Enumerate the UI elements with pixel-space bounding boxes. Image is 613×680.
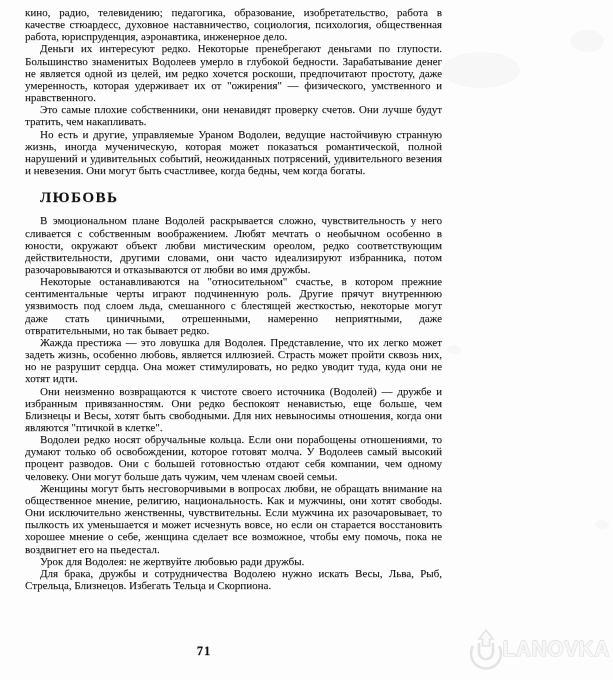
paragraph-uranus: Но есть и другие, управляемые Ураном Водолеи, ведущие настойчивую странную жизнь, иногда мученическую, которая может показаться романтической, полной нарушений и удивительных событий, неожиданных потрясений, удивительного везения и невезения. Они могут быть счастливее, когда бедны, чем когда богаты. [25, 128, 442, 178]
paragraph-women: Женщины могут быть несговорчивыми в вопросах любви, не обращать внимание на общественное мнение, религию, национальность. Как и мужчины, они хотят свободы. Они исключительно женственны, чувствительны. Если мужчина их разочаровывает, то пылкость их уменьшается и может исчезнуть вовсе, но если он старается восстановить хорошее мнение о себе, женщина сделает все возможное, чтобы ему помочь, пока не воздвигнет его на пьедестал. [25, 482, 442, 556]
watermark-ulanovka [463, 626, 610, 674]
paragraph-relative-happiness: Некоторые останавливаются на "относительном" счастье, в котором прежние сентиментальные черты играют подчиненную роль. Другие прячут внутреннюю уязвимость под слоем льда, смешанного с блестящей жесткостью, некоторые могут даже стать циничными, отрешенными, намеренно неприятными, даже отвратительными, но так бывает редко. [25, 276, 442, 337]
scan-smudge [595, 520, 609, 529]
paragraph-owners: Это самые плохие собственники, они ненавидят проверку счетов. Они лучше будут тратить, чем накапливать. [25, 104, 442, 129]
paragraph-prestige: Жажда престижа — это ловушка для Водолея. Представление, что их легко может задеть жизнь, особенно любовь, является иллюзией. Страсть может пройти сквозь них, но не разрушит сердца. Она может стимулировать, но редко уводит туда, куда они не хотят идти. [25, 336, 442, 386]
watermark-brand-text: LANOVKA [502, 637, 610, 662]
scan-smudge [570, 30, 604, 52]
paragraph-careers-continuation: кино, радио, телевидению; педагогика, образование, изобретательство, работа в качестве стюардесс, духовное наставничество, социология, психология, общественная работа, юриспруденция, аэронавтика, инженерное дело. [25, 7, 442, 44]
page-text-column [25, 7, 442, 592]
paragraph-lesson: Урок для Водолея: не жертвуйте любовью ради дружбы. [40, 555, 305, 568]
paragraph-rings: Водолеи редко носят обручальные кольца. Если они порабощены отношениями, то думают только об освобождении, которое готовят молча. У Водолеев самый высокий процент разводов. Они с большей готовностью отдают себя компании, чем одному человеку. Они могут больше дать чужим, чем членам своей семьи. [25, 434, 442, 483]
scan-smudge [442, 52, 520, 88]
page-number: 71 [196, 644, 212, 658]
paragraph-compatibility: Для брака, дружбы и сотрудничества Водолею нужно искать Весы, Льва, Рыб, Стрельца, Близнецов. Избегать Тельца и Скорпиона. [25, 567, 442, 593]
section-heading-love: ЛЮБОВЬ [40, 190, 119, 207]
paragraph-emotional: В эмоциональном плане Водолей раскрывается сложно, чувствительность у него сливается с собственным воображением. Любят мечтать о необычном особенно в юности, окружают объект любви мистическим ореолом, редко соответствующим действительности, другими словами, они часто идеализируют избранника, потом разочаровываются и отказываются от любви во имя дружбы. [25, 215, 442, 276]
scan-smudge [447, 345, 461, 354]
paragraph-friendship: Они неизменно возвращаются к чистоте своего источника (Водолей) — дружбе и избранным привязанностям. Они редко беспокоят ненавистью, еще больше, чем Близнецы и Весы, хотят быть свободными. Для них невыносимы отношения, когда они являются "птичкой в клетке". [25, 385, 442, 434]
paragraph-money: Деньги их интересуют редко. Некоторые пренебрегают деньгами по глупости. Большинство знаменитых Водолеев умерло в глубокой бедности. Зарабатывание денег не является одной из целей, им редко хочется роскоши, предпочитают простоту, даже умеренность, которая удерживает их от "ожирения" — физического, умственного и нравственного. [25, 43, 442, 105]
